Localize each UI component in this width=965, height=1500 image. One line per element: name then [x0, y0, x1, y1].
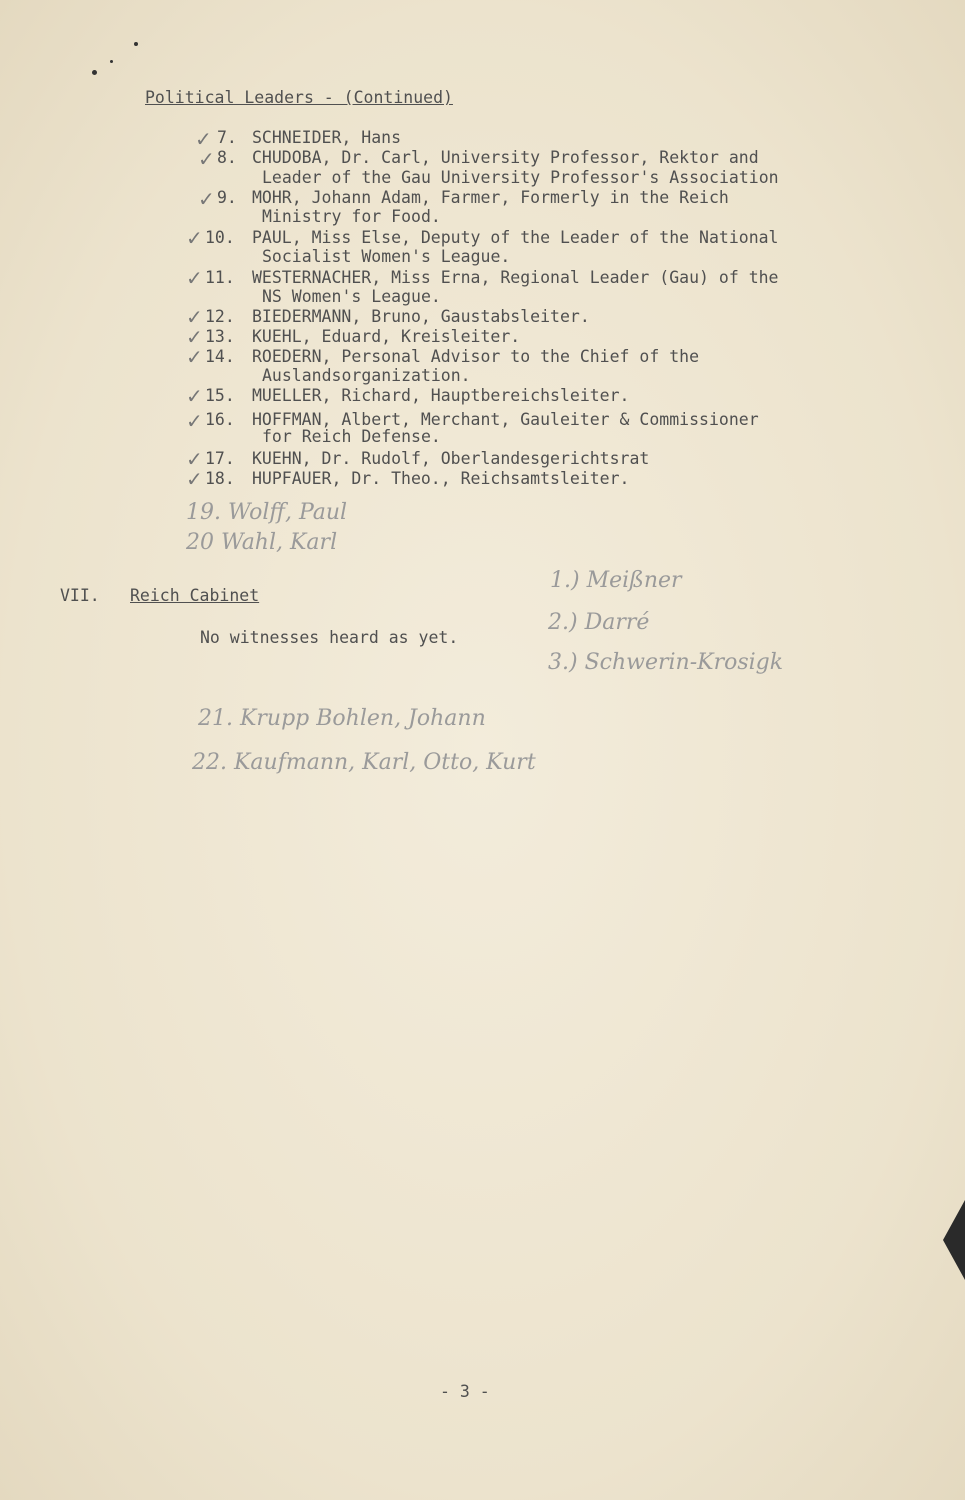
entry-number: 14.	[205, 347, 235, 366]
entry-number: 12.	[205, 307, 235, 326]
entry-number: 10.	[205, 228, 235, 247]
entry-line: HOFFMAN, Albert, Merchant, Gauleiter & Commissioner	[252, 410, 759, 429]
check-mark: ✓	[195, 127, 212, 151]
check-mark: ✓	[186, 467, 203, 491]
ink-speck	[92, 70, 97, 75]
section-heading: Political Leaders - (Continued)	[145, 88, 453, 107]
entry-number: 16.	[205, 410, 235, 429]
handwritten-entry-21: 21. Krupp Bohlen, Johann	[198, 706, 486, 731]
entry-line-continued: NS Women's League.	[262, 287, 441, 306]
entry-number: 11.	[205, 268, 235, 287]
entry-number: 7.	[217, 128, 237, 147]
entry-line: BIEDERMANN, Bruno, Gaustabsleiter.	[252, 307, 590, 326]
entry-line: PAUL, Miss Else, Deputy of the Leader of the National	[252, 228, 779, 247]
entry-number: 17.	[205, 449, 235, 468]
entry-line: KUEHL, Eduard, Kreisleiter.	[252, 327, 521, 346]
entry-line: ROEDERN, Personal Advisor to the Chief of the	[252, 347, 700, 366]
check-mark: ✓	[198, 187, 215, 211]
entry-line-continued: Ministry for Food.	[262, 207, 441, 226]
entry-line-continued: Auslandsorganization.	[262, 366, 471, 385]
check-mark: ✓	[186, 266, 203, 290]
check-mark: ✓	[198, 147, 215, 171]
check-mark: ✓	[186, 409, 203, 433]
entry-line: WESTERNACHER, Miss Erna, Regional Leader (Gau) of the	[252, 268, 779, 287]
handwritten-cabinet-1: 1.) Meißner	[550, 568, 682, 593]
entry-number: 15.	[205, 386, 235, 405]
entry-line-continued: for Reich Defense.	[262, 427, 441, 446]
handwritten-entry-22: 22. Kaufmann, Karl, Otto, Kurt	[192, 750, 536, 775]
section-numeral: VII.	[60, 586, 100, 605]
section-note: No witnesses heard as yet.	[200, 628, 459, 647]
handwritten-entry-19: 19. Wolff, Paul	[186, 500, 348, 525]
entry-line: CHUDOBA, Dr. Carl, University Professor, Rektor and	[252, 148, 759, 167]
check-mark: ✓	[186, 226, 203, 250]
entry-line: MOHR, Johann Adam, Farmer, Formerly in the Reich	[252, 188, 729, 207]
entry-line: SCHNEIDER, Hans	[252, 128, 402, 147]
ink-speck	[110, 60, 113, 63]
page-number: - 3 -	[440, 1382, 490, 1401]
section-title: Reich Cabinet	[130, 586, 260, 605]
entry-number: 18.	[205, 469, 235, 488]
entry-number: 8.	[217, 148, 237, 167]
check-mark: ✓	[186, 447, 203, 471]
page-tear	[943, 1200, 965, 1280]
entry-number: 13.	[205, 327, 235, 346]
handwritten-cabinet-2: 2.) Darré	[548, 610, 650, 635]
entry-line: HUPFAUER, Dr. Theo., Reichsamtsleiter.	[252, 469, 630, 488]
entry-line: KUEHN, Dr. Rudolf, Oberlandesgerichtsrat	[252, 449, 650, 468]
check-mark: ✓	[186, 384, 203, 408]
check-mark: ✓	[186, 305, 203, 329]
ink-speck	[134, 42, 138, 46]
handwritten-entry-20: 20 Wahl, Karl	[186, 530, 338, 555]
entry-line-continued: Socialist Women's League.	[262, 247, 511, 266]
entry-number: 9.	[217, 188, 237, 207]
handwritten-cabinet-3: 3.) Schwerin-Krosigk	[548, 650, 784, 675]
entry-line-continued: Leader of the Gau University Professor's Association	[262, 168, 779, 187]
check-mark: ✓	[186, 345, 203, 369]
check-mark: ✓	[186, 325, 203, 349]
entry-line: MUELLER, Richard, Hauptbereichsleiter.	[252, 386, 630, 405]
